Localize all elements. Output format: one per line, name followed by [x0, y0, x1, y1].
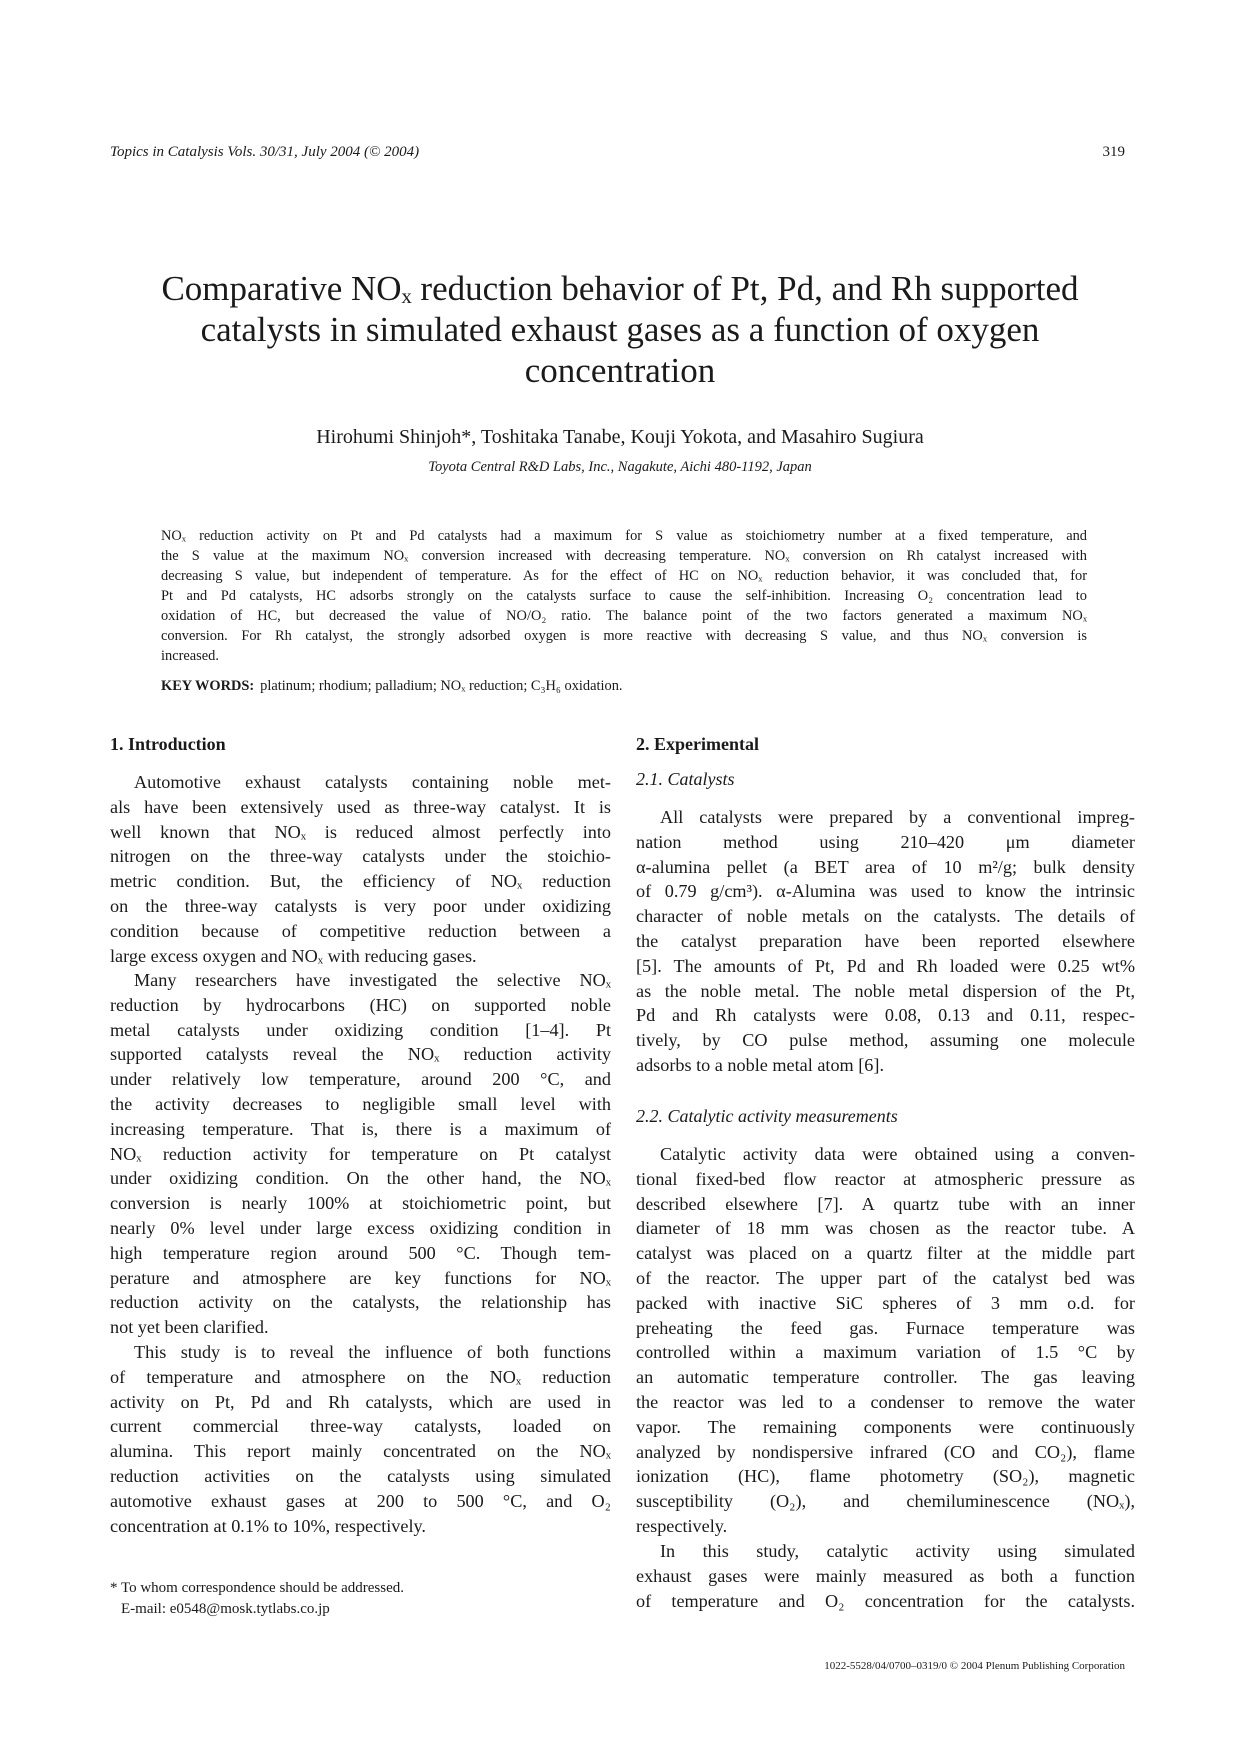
text-line: perature and atmosphere are key functions for NOₓ — [110, 1267, 611, 1288]
text-line: Catalytic activity data were obtained using a conven- — [660, 1144, 1135, 1164]
footnote-email: E-mail: e0548@mosk.tytlabs.co.jp — [121, 1601, 330, 1617]
text-line: [5]. The amounts of Pt, Pd and Rh loaded were 0.25 wt% — [636, 955, 1135, 976]
text-line: described elsewhere [7]. A quartz tube with an inner — [636, 1193, 1135, 1214]
authors: Hirohumi Shinjoh*, Toshitaka Tanabe, Kouji Yokota, and Masahiro Sugiura — [316, 426, 924, 448]
text-line: the activity decreases to negligible small level with — [110, 1093, 611, 1114]
text-line: reduction activities on the catalysts using simulated — [110, 1465, 611, 1486]
text-line: conversion is nearly 100% at stoichiometric point, but — [110, 1193, 611, 1214]
running-head: Topics in Catalysis Vols. 30/31, July 2004 (© 2004) — [110, 144, 420, 160]
text-line: nation method using 210–420 μm diameter — [636, 831, 1135, 852]
text-line: als have been extensively used as three-way catalyst. It is — [110, 796, 611, 817]
text-line: the catalyst preparation have been reported elsewhere — [636, 930, 1135, 951]
text-line: tional fixed-bed flow reactor at atmospheric pressure as — [636, 1168, 1135, 1189]
text-line: on the three-way catalysts is very poor under oxidizing — [110, 895, 611, 916]
affiliation: Toyota Central R&D Labs, Inc., Nagakute, Aichi 480-1192, Japan — [428, 459, 812, 475]
footnote — [110, 1578, 611, 1620]
activity-heading: 2.2. Catalytic activity measurements — [636, 1106, 898, 1126]
copyright-footer: 1022-5528/04/0700–0319/0 © 2004 Plenum Publishing Corporation — [824, 1660, 1125, 1672]
text-line: not yet been clarified. — [110, 1317, 269, 1338]
text-line: This study is to reveal the influence of both functions — [134, 1342, 611, 1362]
abstract-line: conversion. For Rh catalyst, the strongly adsorbed oxygen is more reactive with decreasing S value, and thus NOₓ conversion is — [161, 628, 1087, 644]
keywords-label: KEY WORDS: — [161, 678, 255, 694]
text-line: under oxidizing condition. On the other hand, the NOₓ — [110, 1168, 611, 1189]
text-line: supported catalysts reveal the NOₓ reduction activity — [110, 1044, 611, 1065]
text-line: high temperature region around 500 °C. Though tem- — [110, 1242, 611, 1263]
text-line: nitrogen on the three-way catalysts under the stoichio- — [110, 846, 611, 867]
introduction-heading: 1. Introduction — [110, 734, 226, 754]
text-line: activity on Pt, Pd and Rh catalysts, which are used in — [110, 1391, 611, 1412]
text-line: of temperature and atmosphere on the NOₓ reduction — [110, 1366, 611, 1387]
abstract-line: decreasing S value, but independent of temperature. As for the effect of HC on NOₓ reduction behavior, it was concluded that, for — [161, 568, 1087, 584]
abstract-line: increased. — [161, 648, 219, 664]
text-line: concentration at 0.1% to 10%, respectively. — [110, 1515, 426, 1536]
text-line: condition because of competitive reduction between a — [110, 920, 611, 941]
text-line: metric condition. But, the efficiency of NOₓ reduction — [110, 871, 611, 892]
text-line: under relatively low temperature, around 200 °C, and — [110, 1069, 611, 1090]
abstract-line: the S value at the maximum NOₓ conversion increased with decreasing temperature. NOₓ conversion on Rh catalyst increased with — [161, 548, 1087, 564]
text-line: tively, by CO pulse method, assuming one molecule — [636, 1030, 1135, 1051]
text-line: nearly 0% level under large excess oxidizing condition in — [110, 1217, 611, 1238]
text-line: large excess oxygen and NOₓ with reducing gases. — [110, 945, 477, 966]
text-line: In this study, catalytic activity using simulated — [660, 1541, 1135, 1561]
abstract-line: Pt and Pd catalysts, HC adsorbs strongly on the catalysts surface to cause the self-inhibition. Increasing O₂ concentration lead to — [161, 588, 1087, 604]
text-line: preheating the feed gas. Furnace temperature was — [636, 1317, 1135, 1338]
keywords-text: platinum; rhodium; palladium; NOₓ reduction; C₃H₆ oxidation. — [260, 678, 623, 694]
page-number: 319 — [1102, 144, 1125, 160]
text-line: Automotive exhaust catalysts containing noble met- — [134, 772, 611, 792]
keywords — [161, 678, 1087, 695]
paper-title — [100, 268, 1140, 391]
text-line: an automatic temperature controller. The gas leaving — [636, 1367, 1135, 1388]
activity-paragraph-2 — [636, 1539, 1135, 1613]
text-line: well known that NOₓ is reduced almost perfectly into — [110, 821, 611, 842]
text-line: reduction activity on the catalysts, the relationship has — [110, 1292, 611, 1313]
text-line: increasing temperature. That is, there is a maximum of — [110, 1118, 611, 1139]
abstract-line: oxidation of HC, but decreased the value of NO/O₂ ratio. The balance point of the two factors generated a maximum NOₓ — [161, 608, 1087, 624]
abstract-line: NOₓ reduction activity on Pt and Pd catalysts had a maximum for S value as stoichiometry number at a fixed temperature, and — [161, 528, 1087, 544]
text-line: NOₓ reduction activity for temperature on Pt catalyst — [110, 1143, 611, 1164]
text-line: automotive exhaust gases at 200 to 500 °C, and O₂ — [110, 1490, 611, 1511]
text-line: Pd and Rh catalysts were 0.08, 0.13 and 0.11, respec- — [636, 1005, 1135, 1026]
text-line: diameter of 18 mm was chosen as the reactor tube. A — [636, 1218, 1135, 1239]
abstract — [161, 526, 1087, 666]
text-line: vapor. The remaining components were continuously — [636, 1416, 1135, 1437]
catalysts-heading: 2.1. Catalysts — [636, 769, 735, 789]
text-line: catalyst was placed on a quartz filter at the middle part — [636, 1243, 1135, 1264]
experimental-heading: 2. Experimental — [636, 734, 759, 754]
text-line: of 0.79 g/cm³). α-Alumina was used to know the intrinsic — [636, 881, 1135, 902]
text-line: alumina. This report mainly concentrated on the NOₓ — [110, 1441, 611, 1462]
text-line: metal catalysts under oxidizing condition [1–4]. Pt — [110, 1019, 611, 1040]
introduction-paragraph-1 — [110, 770, 611, 968]
text-line: Many researchers have investigated the selective NOₓ — [134, 970, 611, 990]
text-line: controlled within a maximum variation of 1.5 °C by — [636, 1342, 1135, 1363]
text-line: exhaust gases were mainly measured as both a function — [636, 1565, 1135, 1586]
introduction-paragraph-3 — [110, 1340, 611, 1538]
text-line: susceptibility (O₂), and chemiluminescence (NOₓ), — [636, 1491, 1135, 1512]
title-line: Comparative NOₓ reduction behavior of Pt, Pd, and Rh supported — [161, 269, 1079, 308]
text-line: of temperature and O₂ concentration for the catalysts. — [636, 1590, 1135, 1611]
title-line: concentration — [524, 351, 716, 390]
text-line: analyzed by nondispersive infrared (CO and CO₂), flame — [636, 1441, 1135, 1462]
footnote-correspondence: * To whom correspondence should be addressed. — [110, 1580, 405, 1596]
text-line: All catalysts were prepared by a conventional impreg- — [660, 807, 1135, 827]
text-line: reduction by hydrocarbons (HC) on supported noble — [110, 994, 611, 1015]
activity-paragraph-1 — [636, 1142, 1135, 1539]
text-line: packed with inactive SiC spheres of 3 mm o.d. for — [636, 1292, 1135, 1313]
text-line: as the noble metal. The noble metal dispersion of the Pt, — [636, 980, 1135, 1001]
text-line: adsorbs to a noble metal atom [6]. — [636, 1054, 884, 1075]
text-line: character of noble metals on the catalysts. The details of — [636, 906, 1135, 927]
catalysts-paragraph — [636, 805, 1135, 1078]
text-line: of the reactor. The upper part of the catalyst bed was — [636, 1267, 1135, 1288]
title-line: catalysts in simulated exhaust gases as a function of oxygen — [200, 310, 1040, 349]
text-line: respectively. — [636, 1515, 728, 1536]
introduction-paragraph-2 — [110, 968, 611, 1340]
text-line: ionization (HC), flame photometry (SO₂), magnetic — [636, 1466, 1135, 1487]
text-line: the reactor was led to a condenser to remove the water — [636, 1391, 1135, 1412]
text-line: α-alumina pellet (a BET area of 10 m²/g; bulk density — [636, 856, 1135, 877]
text-line: current commercial three-way catalysts, loaded on — [110, 1416, 611, 1437]
